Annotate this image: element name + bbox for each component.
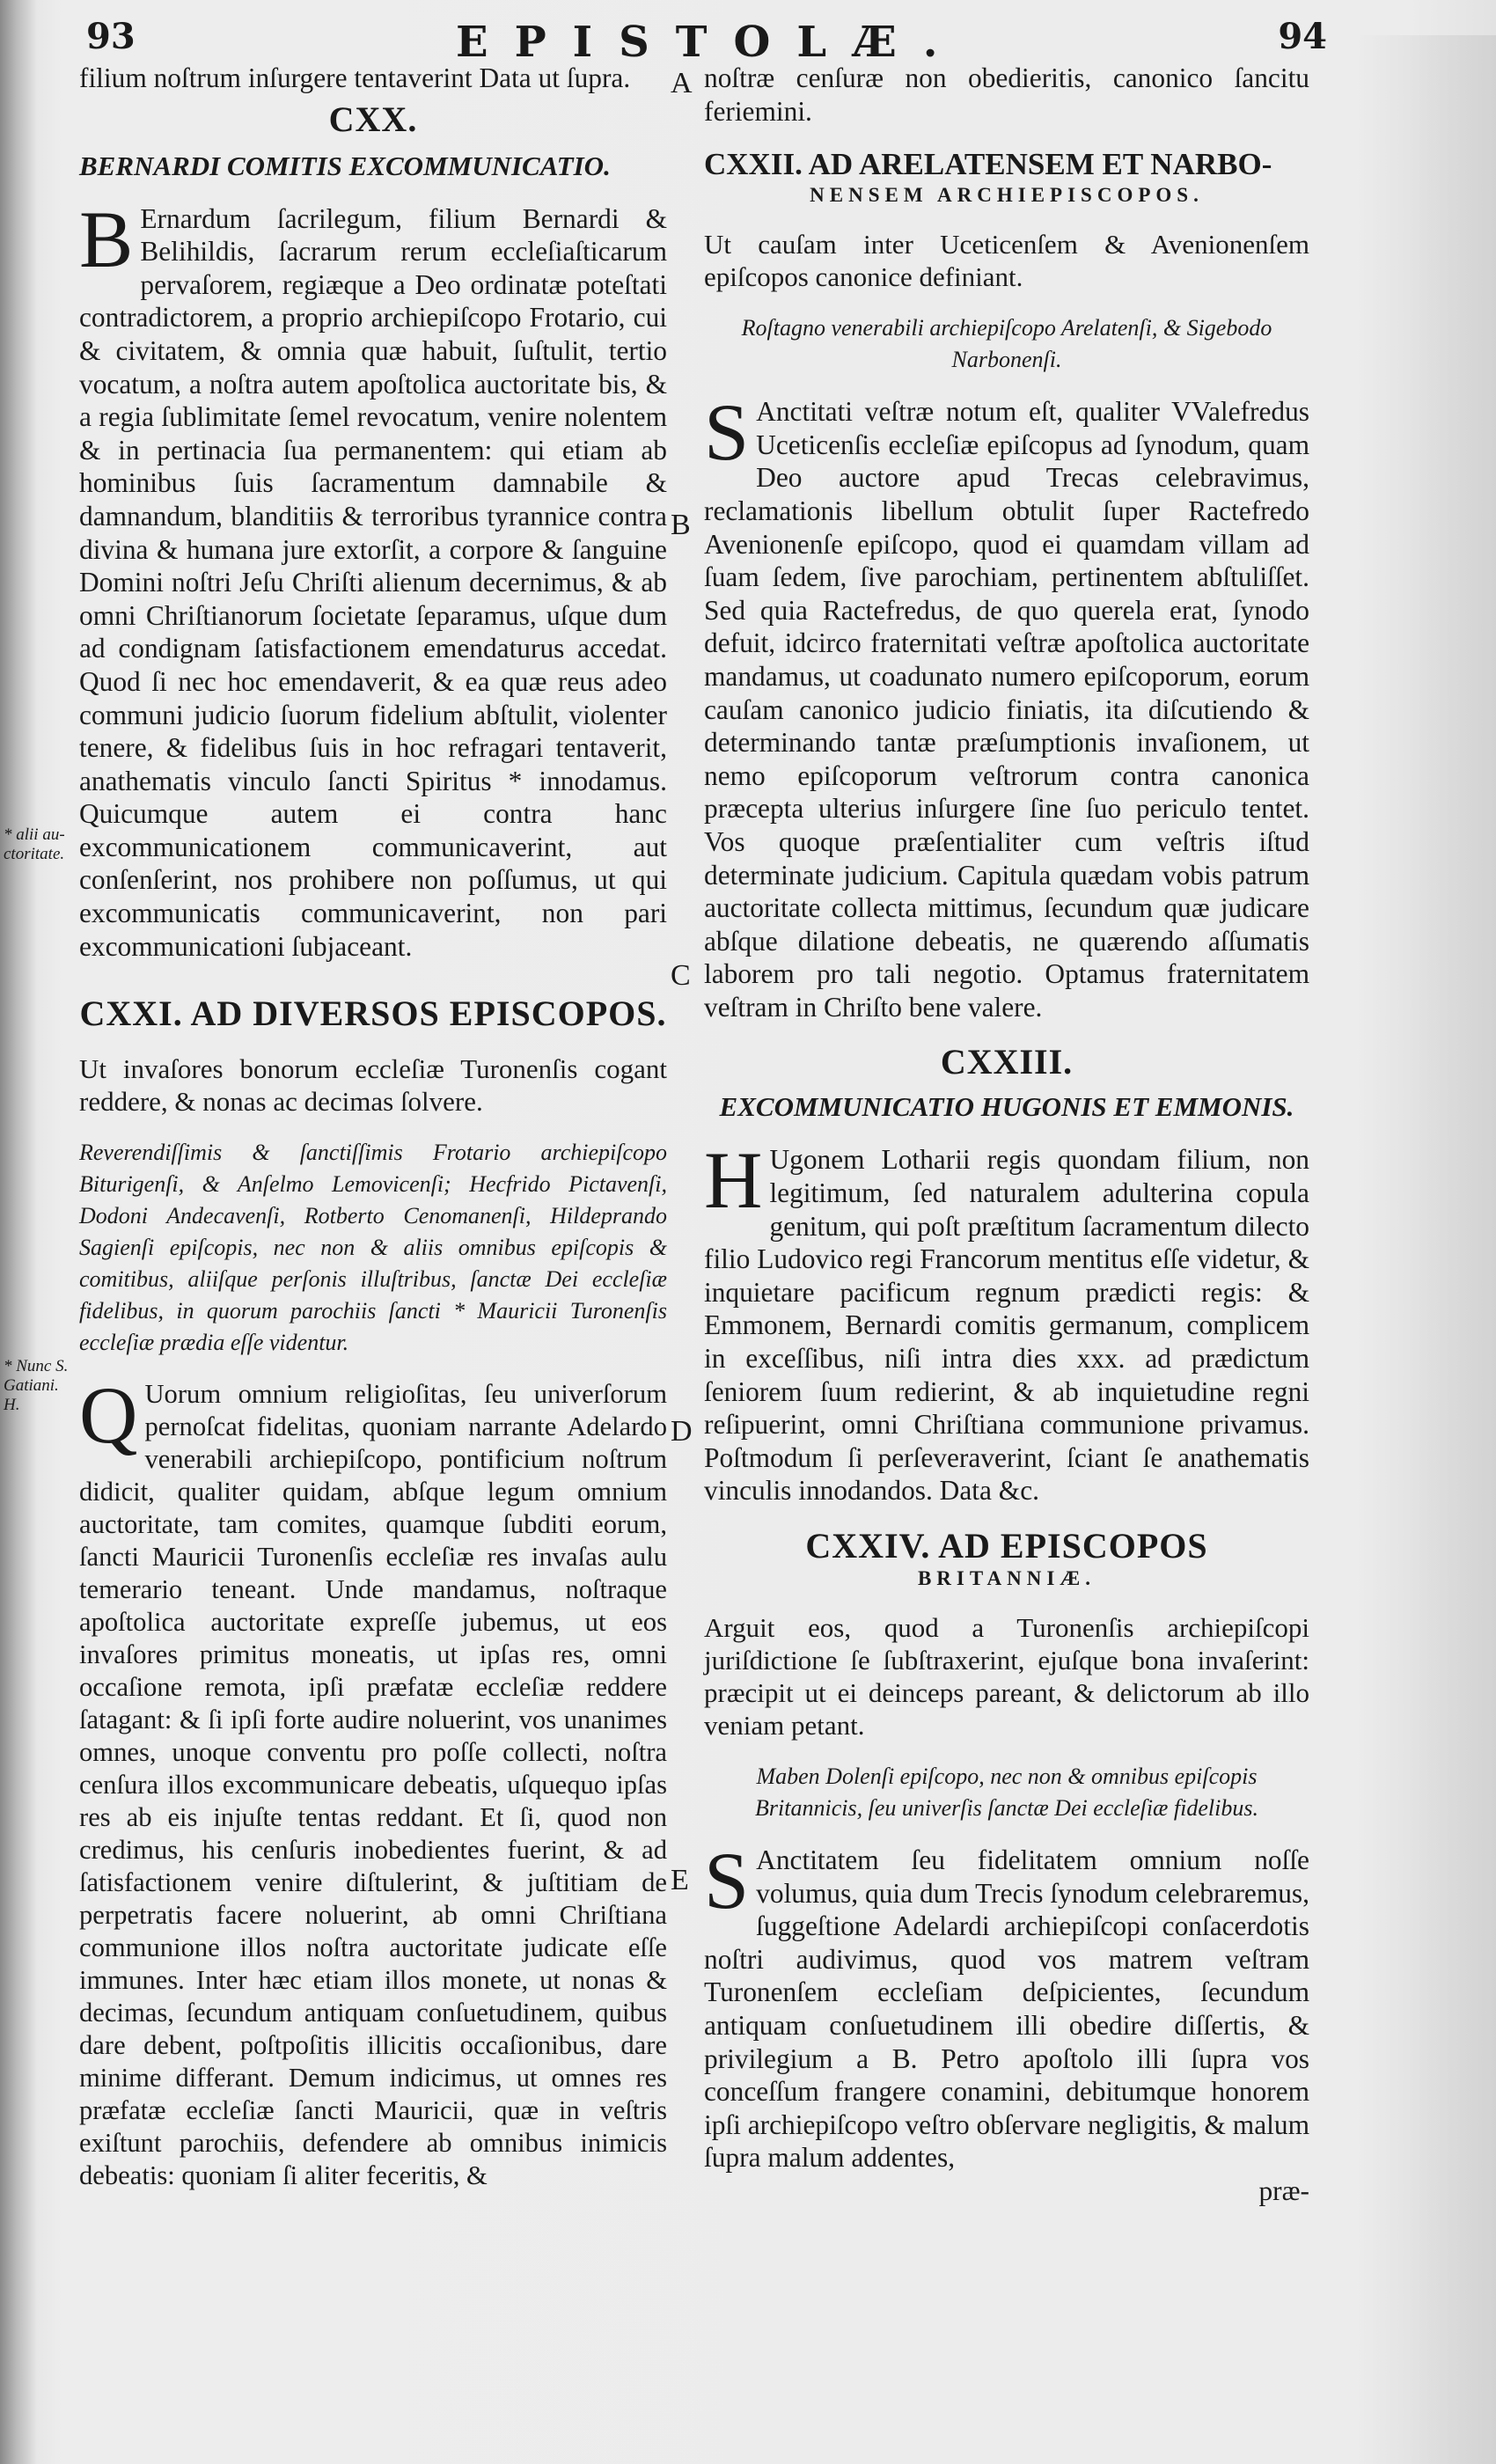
letter-cxxiv-summary: Arguit eos, quod a Turonenſis archiepiſcopi juriſdictione ſe ſubſtraxerint, ejuſque bona invaſerint: præcipit ut ei deinceps pareant, & delictorum ab illo veniam petant.	[704, 1612, 1309, 1741]
letter-cxxiv-subheading: BRITANNIÆ.	[917, 1567, 1096, 1589]
margin-letter-d: D	[671, 1415, 693, 1448]
letter-cxxi-body: Q Uorum omnium religioſitas, ſeu univerſorum pernoſcat fidelitas, quoniam narrante Adelardo venerabili archiepiſcopo, pontificium noſtrum didicit, qualiter quidam, abſque legum omnium auctoritate, tam comites, quamque ſubditi eorum, ſancti Mauricii Turonenſis eccleſiæ res invaſas aulu temerario teneant. Unde mandamus, noſtraque apoſtolica auctoritate expreſſe jubemus, ut eos invaſores primitus moneatis, ut ipſas res, omni occaſione remota, ipſi præfatæ eccleſiæ reddere ſatagant: & ſi ipſi forte audire noluerint, vos unanimes omnes, unoque conventu pro poſſe collecti, noſtra cenſura illos excommunicare debeatis, uſquequo ipſas res ab eis injuſte tentas reddant. Et ſi, quod non credimus, his cenſuris inobedientes fuerint, & ad ſatisfactionem venire diſtulerint, & juſtitiam de perpetratis facere noluerint, ab omni Chriſtiana communione illos noſtra auctoritate judicate eſſe immunes. Inter hæc etiam illos monete, ut nonas & decimas, ſecundum antiquam conſuetudinem, quibus dare debent, poſtpoſitis illicitis occaſionibus, dare minime differant. Demum indicimus, ut omnes res præfatæ eccleſiæ ſancti Mauricii, quæ in veſtris exiſtunt parochiis, defendere ab omnibus inimicis debeatis: quoniam ſi aliter feceritis, &	[79, 1370, 667, 2191]
margin-letter-b: B	[671, 509, 691, 541]
letter-cxx-title: BERNARDI COMITIS EXCOMMUNICATIO.	[79, 150, 611, 181]
letter-cxxii-subheading: NENSEM ARCHIEPISCOPOS.	[810, 184, 1204, 207]
margin-letter-c: C	[671, 959, 691, 992]
page-number-left: 93	[86, 16, 136, 57]
letter-cxxiii-heading: CXXIII.	[940, 1042, 1074, 1082]
letter-cxxi-summary: Ut invaſores bonorum eccleſiæ Turonenſis cogant reddere, & nonas ac decimas ſolvere.	[79, 1053, 667, 1118]
left-column	[79, 62, 667, 2192]
drop-cap: S	[704, 387, 750, 478]
right-column	[704, 62, 1309, 2208]
letter-cxxiii-body: H Ugonem Lotharii regis quondam filium, non legitimum, ſed naturalem adulterina copula genitum, qui poſt præſtitum ſacramentum dilecto filio Ludovico regi Francorum mentitus eſſe videtur, & inquietare pacificum regnum prædicti regis: & Emmonem, Bernardi comitis germanum, complicem in exceſſibus, niſi intra dies xxx. ad prædictum ſeniorem ſuum redierint, & ab inquietudine regni reſipuerint, omni Chriſtiana communione privamus. Poſtmodum ſi perſeveraverint, ſciant ſe anathematis vinculis innodandos. Data &c.	[704, 1135, 1309, 1507]
letter-cxxiv-address: Maben Dolenſi epiſcopo, nec non & omnibus epiſcopis Britannicis, ſeu univerſis ſanctæ Dei eccleſiæ fidelibus.	[755, 1764, 1258, 1821]
letter-cxxii-heading: CXXII. AD ARELATENSEM ET NARBO-	[704, 147, 1272, 182]
letter-cxxi-address: Reverendiſſimis & ſanctiſſimis Frotario archiepiſcopo Biturigenſi, & Anſelmo Lemovicenſi; Hecfrido Pictavenſi, Dodoni Andecavenſi, Rotberto Cenomanenſi, Hildeprando Sagienſi epiſcopis, nec non & aliis omnibus epiſcopis & comitibus, aliiſque perſonis illuſtribus, ſanctæ Dei eccleſiæ fidelibus, in quorum parochiis ſancti * Mauricii Turonenſis eccleſiæ prædia eſſe videntur.	[79, 1140, 667, 1356]
letter-cxxi-heading: CXXI. AD DIVERSOS EPISCOPOS.	[79, 994, 667, 1034]
drop-cap: S	[704, 1836, 750, 1925]
letter-cxx-heading: CXX.	[328, 99, 418, 139]
drop-cap: B	[79, 194, 134, 284]
margin-note-2: * Nunc S. Gatiani. H.	[4, 1357, 69, 1414]
continuation-text: filium noſtrum inſurgere tentaverint Data ut ſupra.	[79, 62, 631, 93]
letter-cxxii-summary: Ut cauſam inter Uceticenſem & Avenionenſem epiſcopos canonice definiant.	[704, 229, 1309, 293]
page-number-right: 94	[1278, 16, 1327, 57]
letter-cxxii-body: S Anctitati veſtræ notum eſt, qualiter VValefredus Uceticenſis eccleſiæ epiſcopus ad ſynodum, quam Deo auctore apud Trecas celebravimus, reclamationis libellum obtulit ſuper Ractefredo Avenionenſe epiſcopo, quod ei quamdam villam ad ſuam ſedem, ſive parochiam, pertinentem abſtuliſſet. Sed quia Ractefredus, de quo querela erat, ſynodo defuit, idcirco fraternitati veſtræ apoſtolica auctoritate mandamus, ut coadunato numero epiſcoporum, eorum cauſam canonico judicio finiatis, ita diſcutiendo & determinando tantæ præſumptionis invaſionem, ut nemo epiſcoporum veſtrorum contra canonica præcepta ulterius inſurgere ſine ſuo periculo tentet. Vos quoque præſentialiter cum veſtris iſtud determinate judicium. Capitula quædam vobis patrum auctoritate collecta mittimus, ſecundum quæ judicare abſque dilatione debeatis, ne quærendo aſſumatis laborem pro tali negotio. Optamus fraternitatem veſtram in Chriſto bene valere.	[704, 387, 1309, 1023]
facing-page-bleed	[1355, 35, 1496, 2464]
margin-letter-e: E	[671, 1864, 689, 1896]
drop-cap: H	[704, 1135, 763, 1226]
drop-cap: Q	[79, 1370, 138, 1461]
margin-letter-a: A	[671, 67, 693, 99]
letter-cxxii-address: Roſtagno venerabili archiepiſcopo Arelatenſi, & Sigebodo Narbonenſi.	[741, 315, 1272, 373]
letter-cxx-body: B Ernardum ſacrilegum, filium Bernardi & Belihildis, ſacrarum rerum eccleſiaſticarum pervaſorem, regiæque a Deo ordinatæ poteſtati contradictorem, a proprio archiepiſcopo Frotario, cui & civitatem, & omnia quæ habuit, ſuſtulit, tertio vocatum, a noſtra autem apoſtolica auctoritate bis, & a regia ſublimitate ſemel revocatum, venire nolentem & in pertinacia ſua permanentem: qui etiam ab hominibus ſuis ſacramentum damnabile & damnandum, blanditiis & terroribus tyrannice contra divina & humana jure extorſit, a corpore & ſanguine Domini noſtri Jeſu Chriſti alienum decernimus, & ab omni Chriſtianorum ſocietate ſeparamus, uſque dum ad condignam ſatisfactionem emendaturus accedat. Quod ſi nec hoc emendaverit, & ea quæ reus adeo communi judicio ſuorum fidelium abſtulit, violenter tenere, & fidelibus ſuis in hoc refragari tentaverit, anathematis vinculo ſancti Spiritus * innodamus. Quicumque autem ei contra hanc excommunicationem communicaverint, aut conſenſerint, nos prohibere non poſſumus, ut qui excommunicatis communicaverint, non pari excommunicationi ſubjaceant.	[79, 194, 667, 962]
running-title: EPISTOLÆ.	[456, 18, 964, 67]
catchword: præ-	[1258, 2174, 1309, 2206]
letter-cxxiii-title: EXCOMMUNICATIO HUGONIS ET EMMONIS.	[719, 1091, 1294, 1123]
running-header	[86, 16, 1327, 65]
margin-note-1: * alii au- ctoritate.	[4, 825, 65, 863]
continuation-text: noſtræ cenſuræ non obedieritis, canonico ſancitu feriemini.	[704, 62, 1309, 127]
letter-cxxiv-heading: CXXIV. AD EPISCOPOS	[805, 1526, 1208, 1566]
letter-cxxiv-body: S Anctitatem ſeu fidelitatem omnium noſſe volumus, quia dum Trecis ſynodum celebraremus, ſuggeſtione Adelardi archiepiſcopi conſacerdotis noſtri audivimus, quod vos matrem veſtram Turonenſem eccleſiam deſpicientes, ſecundum antiquam conſuetudinem illi obedire diſſertis, & privilegium a B. Petro apoſtolo illi ſupra vos conceſſum frangere conamini, debitumque honorem ipſi archiepiſcopo veſtro obſervare negligitis, & malum ſupra malum addentes,	[704, 1836, 1309, 2174]
